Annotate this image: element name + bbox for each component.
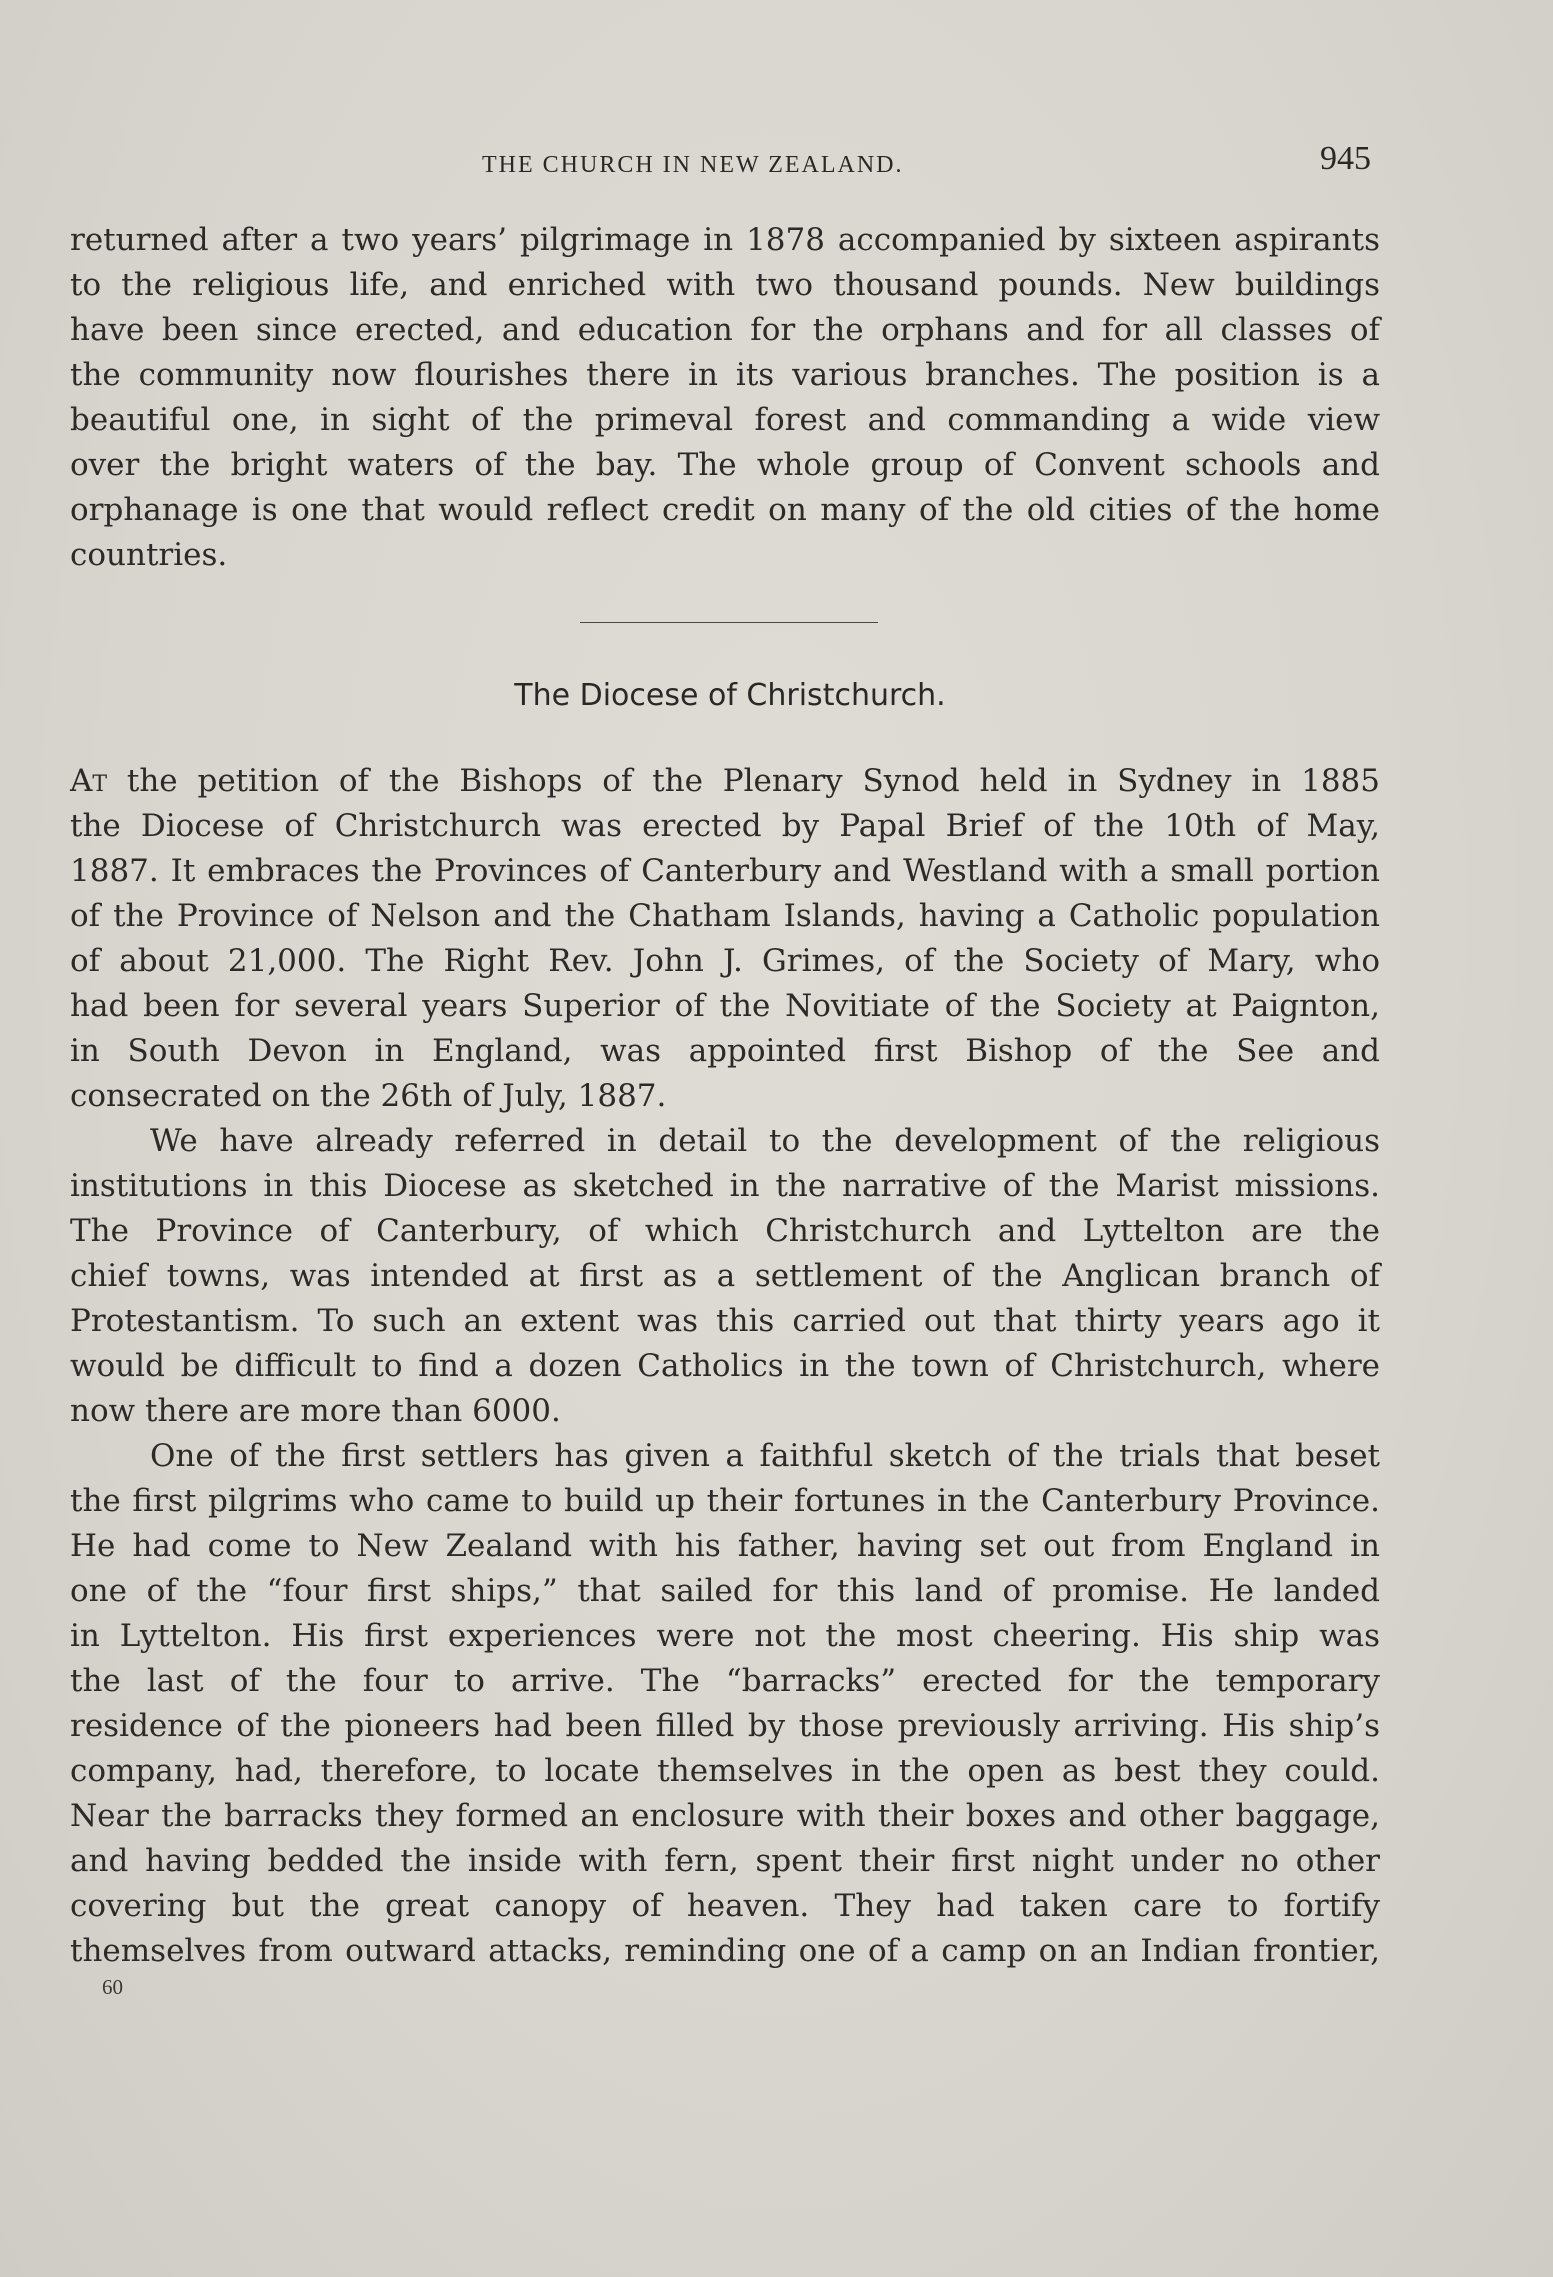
text-line: Protestantism. To such an extent was this carried out that thirty years ago it xyxy=(70,1303,1380,1339)
text-line: company, had, therefore, to locate themselves in the open as best they could. xyxy=(70,1753,1380,1789)
signature-mark: 60 xyxy=(102,1975,123,1999)
text-line: One of the first settlers has given a faithful sketch of the trials that beset xyxy=(150,1438,1380,1474)
text-line: would be difficult to find a dozen Catholics in the town of Christchurch, where xyxy=(70,1348,1380,1384)
text-line: of the Province of Nelson and the Chatham Islands, having a Catholic population xyxy=(70,898,1380,934)
text-line: in Lyttelton. His first experiences were not the most cheering. His ship was xyxy=(70,1618,1380,1654)
text-line-rest: the petition of the Bishops of the Plenary Synod held in Sydney in 1885 xyxy=(107,763,1380,799)
text-line: countries. xyxy=(70,537,228,573)
text-line: He had come to New Zealand with his father, having set out from England in xyxy=(70,1528,1380,1564)
page-number: 945 xyxy=(1320,140,1371,177)
text-line: the last of the four to arrive. The “barracks” erected for the temporary xyxy=(70,1663,1380,1699)
text-line: to the religious life, and enriched with two thousand pounds. New buildings xyxy=(70,267,1380,303)
text-line: chief towns, was intended at first as a settlement of the Anglican branch of xyxy=(70,1258,1380,1294)
text-line: We have already referred in detail to the development of the religious xyxy=(150,1123,1380,1159)
text-line-first xyxy=(70,759,1380,804)
section-heading: The Diocese of Christchurch. xyxy=(514,678,946,713)
text-line: The Province of Canterbury, of which Christchurch and Lyttelton are the xyxy=(70,1213,1380,1249)
text-line: consecrated on the 26th of July, 1887. xyxy=(70,1078,667,1114)
running-header xyxy=(0,140,1553,188)
text-line: 1887. It embraces the Provinces of Canterbury and Westland with a small portion xyxy=(70,853,1380,889)
text-line: institutions in this Diocese as sketched in the narrative of the Marist missions. xyxy=(70,1168,1380,1204)
text-line: over the bright waters of the bay. The whole group of Convent schools and xyxy=(70,447,1380,483)
text-line: had been for several years Superior of the Novitiate of the Society at Paignton, xyxy=(70,988,1380,1024)
running-title: THE CHURCH IN NEW ZEALAND. xyxy=(482,152,904,178)
section-divider xyxy=(580,622,878,623)
text-line: the Diocese of Christchurch was erected by Papal Brief of the 10th of May, xyxy=(70,808,1380,844)
text-line: returned after a two years’ pilgrimage in 1878 accompanied by sixteen aspirants xyxy=(70,222,1380,258)
paragraph-continued xyxy=(70,218,1380,578)
drop-word: At xyxy=(70,763,108,799)
text-line: beautiful one, in sight of the primeval forest and commanding a wide view xyxy=(70,402,1380,438)
text-line: of about 21,000. The Right Rev. John J. Grimes, of the Society of Mary, who xyxy=(70,943,1380,979)
text-line: now there are more than 6000. xyxy=(70,1393,561,1429)
text-line: the community now flourishes there in its various branches. The position is a xyxy=(70,357,1380,393)
text-line: themselves from outward attacks, reminding one of a camp on an Indian frontier, xyxy=(70,1933,1380,1969)
text-line: covering but the great canopy of heaven. They had taken care to fortify xyxy=(70,1888,1380,1924)
text-line: have been since erected, and education for the orphans and for all classes of xyxy=(70,312,1380,348)
text-line: in South Devon in England, was appointed first Bishop of the See and xyxy=(70,1033,1380,1069)
text-line: residence of the pioneers had been filled by those previously arriving. His ship’s xyxy=(70,1708,1380,1744)
text-line: orphanage is one that would reflect credit on many of the old cities of the home xyxy=(70,492,1380,528)
text-line: and having bedded the inside with fern, spent their first night under no other xyxy=(70,1843,1380,1879)
text-line: Near the barracks they formed an enclosure with their boxes and other baggage, xyxy=(70,1798,1380,1834)
text-line: the first pilgrims who came to build up their fortunes in the Canterbury Province. xyxy=(70,1483,1380,1519)
text-line: one of the “four first ships,” that sailed for this land of promise. He landed xyxy=(70,1573,1380,1609)
diocese-text xyxy=(70,759,1380,1974)
